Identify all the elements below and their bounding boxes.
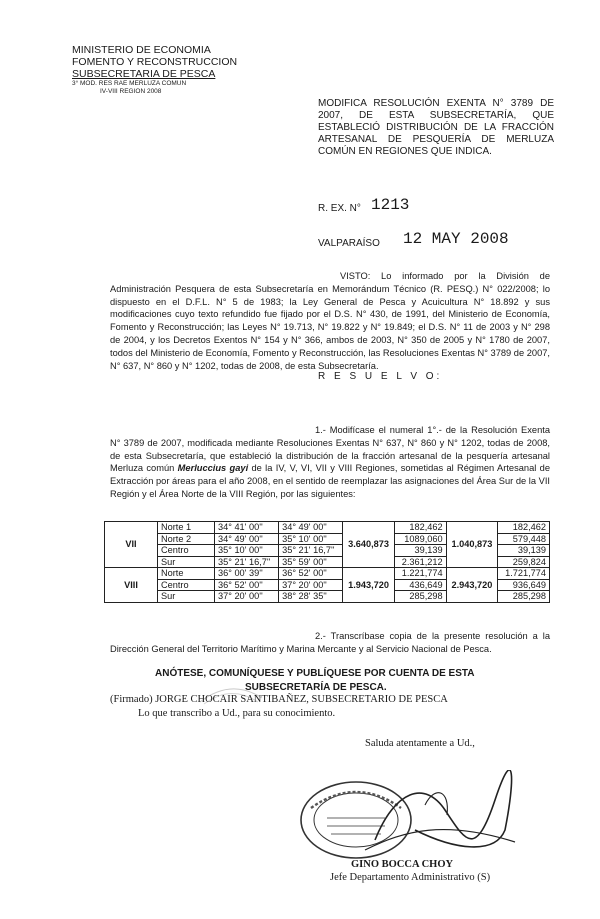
latitude-to-cell: 35° 10' 00'' — [279, 533, 343, 545]
quota-after-cell: 1.721,774 — [498, 568, 550, 580]
quota-before-cell: 1.221,774 — [394, 568, 446, 580]
resolution-item-1 — [110, 424, 550, 501]
quota-after-cell: 39,139 — [498, 545, 550, 557]
handwritten-signature — [355, 770, 525, 870]
quota-after-cell: 579,448 — [498, 533, 550, 545]
region-cell: VII — [105, 522, 158, 568]
closing-line-2: SUBSECRETARÍA DE PESCA. — [245, 682, 387, 693]
quota-before-cell: 436,649 — [394, 579, 446, 591]
zone-cell: Centro — [158, 545, 215, 557]
zone-cell: Centro — [158, 579, 215, 591]
quota-before-cell: 285,298 — [394, 591, 446, 603]
total-after-cell: 2.943,720 — [446, 568, 498, 603]
item1-text-start: 1.- Modifícase el numeral 1°.- de la Resolución Exenta N° 3789 de 2007, modificada mediante Resoluciones Exentas N° 637, N° 860 y N° 1202, todas de 2008, de esta Subsecretaría, que estableció la distribución de la fracción artesanal de la pesquería artesanal Merluza común — [110, 425, 550, 474]
latitude-from-cell: 35° 10' 00'' — [215, 545, 279, 557]
resolution-number-label: R. EX. N° — [318, 203, 361, 214]
resolution-date: 12 MAY 2008 — [403, 230, 509, 248]
region-cell: VIII — [105, 568, 158, 603]
quota-after-cell: 285,298 — [498, 591, 550, 603]
ministry-name: MINISTERIO DE ECONOMIA — [72, 44, 211, 56]
signatory-name: GINO BOCCA CHOY — [351, 859, 454, 870]
zone-cell: Norte — [158, 568, 215, 580]
quota-after-cell: 259,824 — [498, 556, 550, 568]
total-after-cell: 1.040,873 — [446, 522, 498, 568]
file-reference-1: 3° MOD. RES RAE MERLUZA COMUN — [72, 80, 187, 87]
latitude-from-cell: 35° 21' 16,7'' — [215, 556, 279, 568]
latitude-to-cell: 36° 52' 00'' — [279, 568, 343, 580]
quota-before-cell: 2.361,212 — [394, 556, 446, 568]
latitude-from-cell: 36° 52' 00'' — [215, 579, 279, 591]
latitude-from-cell: 34° 41' 00'' — [215, 522, 279, 534]
place-label: VALPARAÍSO — [318, 238, 380, 249]
signed-by-line: (Firmado) JORGE CHOCAIR SANTIBAÑEZ, SUBSECRETARIO DE PESCA — [110, 694, 448, 705]
resuelvo-heading: R E S U E L V O: — [318, 371, 443, 382]
zone-cell: Norte 1 — [158, 522, 215, 534]
latitude-to-cell: 34° 49' 00'' — [279, 522, 343, 534]
latitude-to-cell: 38° 28' 35'' — [279, 591, 343, 603]
zone-cell: Sur — [158, 591, 215, 603]
latitude-to-cell: 37° 20' 00'' — [279, 579, 343, 591]
item1-text-end: de la IV, V, VI, VII y VIII Regiones, sometidas al Régimen Artesanal de Extracción por áreas para el año 2008, en el sentido de reemplazar las asignaciones del Área Sur de la VII Región y el Área Norte de la VIII Región, por las siguientes: — [110, 463, 551, 499]
quota-after-cell: 936,649 — [498, 579, 550, 591]
transcription-line: Lo que transcribo a Ud., para su conocimiento. — [138, 708, 336, 719]
latitude-to-cell: 35° 59' 00'' — [279, 556, 343, 568]
quota-after-cell: 182,462 — [498, 522, 550, 534]
letterhead — [72, 44, 237, 95]
species-name: Merluccius gayi — [177, 463, 249, 474]
quota-before-cell: 39,139 — [394, 545, 446, 557]
quota-allocation-table — [104, 521, 550, 603]
zone-cell: Sur — [158, 556, 215, 568]
latitude-from-cell: 36° 00' 39'' — [215, 568, 279, 580]
resolution-title: MODIFICA RESOLUCIÓN EXENTA N° 3789 DE 2007, DE ESTA SUBSECRETARÍA, QUE ESTABLECIÓ DISTRIBUCIÓN DE LA FRACCIÓN ARTESANAL DE PESQUERÍA DE MERLUZA COMÚN EN REGIONES QUE INDICA. — [318, 98, 554, 157]
salutation: Saluda atentamente a Ud., — [365, 738, 475, 749]
resolution-number: 1213 — [371, 196, 410, 214]
latitude-to-cell: 35° 21' 16,7'' — [279, 545, 343, 557]
quota-before-cell: 1089,060 — [394, 533, 446, 545]
resolution-item-2: 2.- Transcríbase copia de la presente resolución a la Dirección General del Territorio Marítimo y Marina Mercante y al Servicio Nacional de Pesca. — [110, 631, 550, 654]
latitude-from-cell: 34° 49' 00'' — [215, 533, 279, 545]
total-before-cell: 1.943,720 — [343, 568, 395, 603]
table-row — [105, 568, 550, 580]
ministry-subtitle: FOMENTO Y RECONSTRUCCION — [72, 56, 238, 68]
total-before-cell: 3.640,873 — [343, 522, 395, 568]
closing-line-1: ANÓTESE, COMUNÍQUESE Y PUBLÍQUESE POR CUENTA DE ESTA — [155, 668, 475, 679]
zone-cell: Norte 2 — [158, 533, 215, 545]
undersecretariat-name: SUBSECRETARIA DE PESCA — [72, 68, 216, 80]
file-reference-2: IV-VIII REGION 2008 — [100, 87, 162, 95]
visto-paragraph: VISTO: Lo informado por la División de Administración Pesquera de esta Subsecretaría en Memorándum Técnico (R. PESQ.) N° 022/2008; lo dispuesto en el D.F.L. N° 5 de 1983; la Ley General de Pesca y Acuicultura N° 18.892 y sus modificaciones cuyo texto refundido fue fijado por el D.S. N° 430, de 1991, del Ministerio de Economía, Fomento y Reconstrucción; las Leyes N° 19.713, N° 19.822 y N° 19.849; el D.S. N° 11 de 2003 y N° 298 de 2004, y los Decretos Exentos N° 154 y N° 366, ambos de 2003, N° 350 de 2005 y N° 1780 de 2007, todos del Ministerio de Economía, Fomento y Reconstrucción, las Resoluciones Exentas N° 3789 de 2007, N° 637, N° 860 y N° 1202, todas de 2008, de esta Subsecretaría. — [110, 271, 550, 371]
signed-by-block — [110, 693, 448, 721]
signatory-role: Jefe Departamento Administrativo (S) — [330, 872, 491, 883]
quota-before-cell: 182,462 — [394, 522, 446, 534]
latitude-from-cell: 37° 20' 00'' — [215, 591, 279, 603]
table-row — [105, 522, 550, 534]
